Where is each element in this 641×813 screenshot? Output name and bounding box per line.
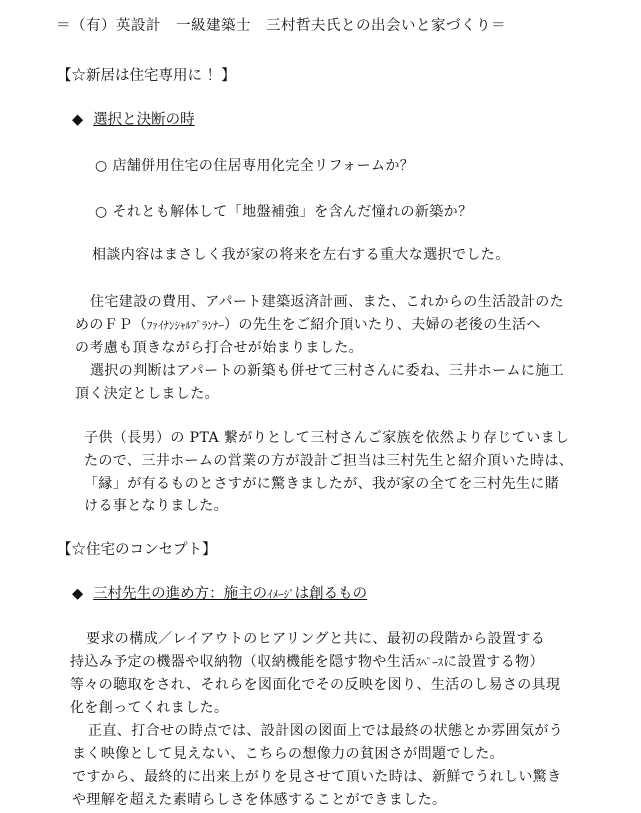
subheading-selection — [72, 111, 195, 129]
paragraph-connection-line3: 「縁」が有るものとさすがに驚きましたが、我が家の全てを三村先生に賭 — [84, 476, 560, 492]
paragraph-result-line1: ですから、最終的に出来上がりを見させて頂いた時は、新鮮でうれしい驚き — [72, 769, 562, 785]
paragraph-connection-line2: たので、三井ホームの営業の方が設計ご担当は三村先生と紹介頂いた時は、 — [84, 453, 574, 469]
subheading-text — [93, 586, 367, 602]
paragraph-honest-line1: 正直、打合せの時点では、設計図の図面上では最終の状態とか雰囲気がう — [88, 723, 564, 739]
text-fragment: ）の先生をご紹介頂いたり、夫婦の老後の生活へ — [224, 317, 541, 333]
text-fragment-small: ﾌｧｲﾅﾝｼｬﾙﾌﾟﾗﾝﾅｰ — [147, 319, 224, 332]
text-fragment-small: ｲﾒｰｼﾞ — [267, 588, 295, 601]
section-heading-new-home: 【☆新居は住宅専用に ！】 — [57, 68, 236, 84]
paragraph-requirements-line4: 化を創ってくれました。 — [70, 700, 229, 716]
paragraph-requirements-line3: 等々の聴取をされ、それらを図面化でその反映を図り、生活のし易さの具現 — [70, 677, 561, 693]
page-title: ＝（有）英設計 一級建築士 三村哲夫氏との出会いと家づくり＝ — [56, 18, 506, 34]
subheading-approach — [72, 585, 367, 604]
paragraph-honest-line2: まく映像として見えない、こちらの想像力の貧困さが問題でした。 — [72, 746, 504, 762]
text-fragment: は創るもの — [294, 586, 368, 602]
paragraph-requirements-line2 — [70, 653, 544, 672]
option-rebuild: ○ それとも解体して「地盤補強」を含んだ憧れの新築か？ — [95, 204, 473, 220]
diamond-bullet-icon: ◆ — [72, 586, 84, 602]
paragraph-decision-line2: 頂く決定としました。 — [75, 386, 219, 402]
section-heading-concept: 【☆住宅のコンセプト】 — [57, 542, 217, 558]
paragraph-costs-line1: 住宅建設の費用、アパート建築返済計画、また、これからの生活設計のた — [90, 294, 565, 310]
paragraph-consultation: 相談内容はまさしく我が家の将来を左右する重大な選択でした。 — [92, 247, 510, 263]
paragraph-result-line2: や理解を超えた素晴らしさを体感することができました。 — [72, 792, 447, 808]
text-fragment: めのＦＰ（ — [75, 317, 147, 333]
paragraph-connection-line1: 子供（長男）の PTA 繋がりとして三村さんご家族を依然より存じていまし — [84, 430, 570, 446]
text-fragment: に設置する物） — [443, 654, 544, 670]
option-renovation: ○ 店舗併用住宅の住居専用化完全リフォームか？ — [95, 158, 415, 174]
text-fragment-small: ｽﾍﾟｰｽ — [415, 656, 444, 669]
diamond-bullet-icon: ◆ — [72, 112, 84, 128]
subheading-text: 選択と決断の時 — [93, 112, 195, 128]
text-fragment: 三村先生の進め方：施主の — [93, 586, 268, 602]
paragraph-costs-line2 — [75, 316, 541, 335]
paragraph-requirements-line1: 要求の構成／レイアウトのヒアリングと共に、最初の段階から設置する — [86, 631, 546, 647]
paragraph-decision-line1: 選択の判断はアパートの新築も併せて三村さんに委ね、三井ホームに施工 — [90, 363, 565, 379]
paragraph-connection-line4: ける事となりました。 — [84, 498, 228, 514]
paragraph-costs-line3: の考慮も頂きながら打合せが始まりました。 — [75, 340, 363, 356]
text-fragment: 持込み予定の機器や収納物（収納機能を隠す物や生活 — [70, 654, 416, 670]
